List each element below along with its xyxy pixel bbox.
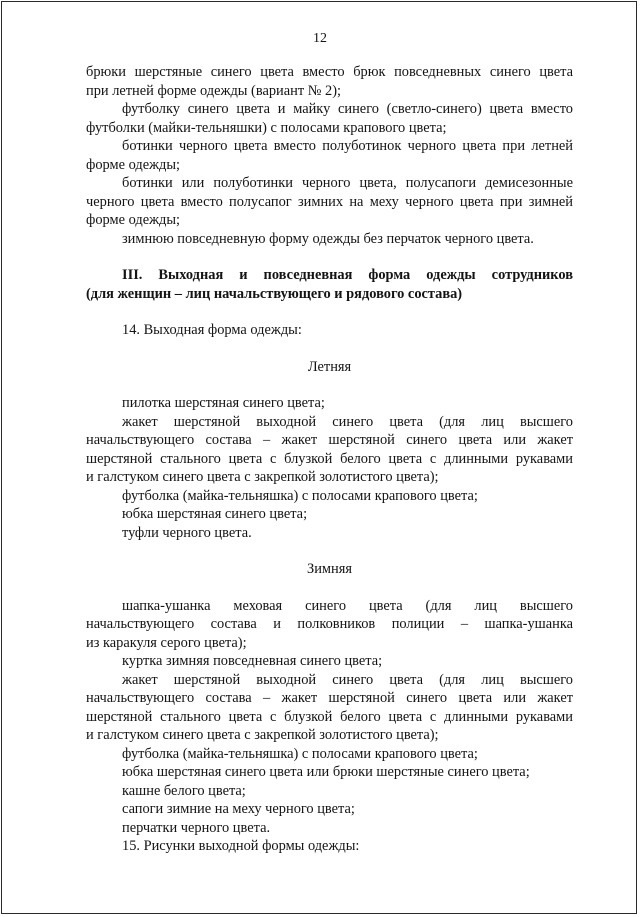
summer-list — [86, 394, 573, 542]
paragraph-boots-winter — [86, 174, 573, 230]
document-body — [86, 63, 573, 856]
item-14-text: 14. Выходная форма одежды: — [122, 322, 302, 338]
paragraph-trousers — [86, 63, 573, 100]
text-line: форме одежды; — [86, 212, 181, 228]
list-item: начальствующего состава – жакет шерстяной синего цвета или жакет — [86, 690, 573, 706]
list-item: шапка-ушанка меховая синего цвета (для лиц высшего — [122, 597, 573, 614]
list-item: жакет шерстяной выходной синего цвета (для лиц высшего — [122, 413, 573, 430]
list-item: из каракуля серого цвета); — [86, 634, 247, 651]
list-item: начальствующего состава и полковников полиции – шапка-ушанка — [86, 616, 573, 632]
paragraph-tshirt — [86, 100, 573, 137]
list-item: начальствующего состава – жакет шерстяной синего цвета или жакет — [86, 432, 573, 448]
winter-title: Зимняя — [307, 561, 352, 577]
list-item: перчатки черного цвета. — [122, 819, 271, 836]
list-item: и галстуком синего цвета с закрепкой золотистого цвета); — [86, 469, 439, 485]
list-item: сапоги зимние на меху черного цвета; — [122, 801, 355, 817]
list-item: юбка шерстяная синего цвета или брюки шерстяные синего цвета; — [122, 764, 530, 780]
section-heading — [86, 266, 573, 303]
text-line: при летней форме одежды (вариант № 2); — [86, 82, 342, 99]
list-item: кашне белого цвета; — [122, 782, 246, 799]
text-line: ботинки черного цвета вместо полуботинок черного цвета при летней — [122, 138, 573, 154]
item-14 — [86, 321, 573, 340]
page-number: 12 — [313, 31, 327, 46]
list-item: пилотка шерстяная синего цвета; — [122, 395, 325, 411]
winter-subtitle — [86, 560, 573, 579]
summer-title: Летняя — [307, 358, 352, 375]
section-heading-line: III. Выходная и повседневная форма одежды сотрудников — [122, 267, 573, 283]
text-line: ботинки или полуботинки черного цвета, полусапоги демисезонные — [122, 175, 573, 191]
item-15-text: 15. Рисунки выходной формы одежды: — [122, 838, 360, 854]
list-item: туфли черного цвета. — [122, 524, 252, 541]
text-line: форме одежды; — [86, 156, 181, 173]
text-line: зимнюю повседневную форму одежды без перчаток черного цвета. — [122, 230, 534, 247]
item-15 — [86, 837, 573, 856]
paragraph-boots — [86, 137, 573, 174]
list-item: куртка зимняя повседневная синего цвета; — [122, 653, 383, 669]
paragraph-winter-uniform — [86, 230, 573, 249]
list-item: и галстуком синего цвета с закрепкой золотистого цвета); — [86, 727, 439, 743]
list-item: футболка (майка-тельняшка) с полосами крапового цвета; — [122, 487, 478, 504]
text-line: футболку синего цвета и майку синего (светло-синего) цвета вместо — [122, 101, 573, 117]
list-item: юбка шерстяная синего цвета; — [122, 506, 308, 522]
section-heading-line: (для женщин – лиц начальствующего и рядового состава) — [86, 285, 463, 302]
summer-subtitle — [86, 358, 573, 377]
text-line: футболки (майки-тельняшки) с полосами крапового цвета; — [86, 119, 447, 136]
text-line: черного цвета вместо полусапог зимних на меху черного цвета при зимней — [86, 193, 573, 210]
list-item: шерстяной стального цвета с блузкой белого цвета с длинными рукавами — [86, 450, 573, 467]
text-line: брюки шерстяные синего цвета вместо брюк повседневных синего цвета — [86, 64, 573, 80]
list-item: футболка (майка-тельняшка) с полосами крапового цвета; — [122, 745, 478, 762]
list-item: шерстяной стального цвета с блузкой белого цвета с длинными рукавами — [86, 708, 573, 725]
list-item: жакет шерстяной выходной синего цвета (для лиц высшего — [122, 671, 573, 688]
winter-list — [86, 597, 573, 838]
